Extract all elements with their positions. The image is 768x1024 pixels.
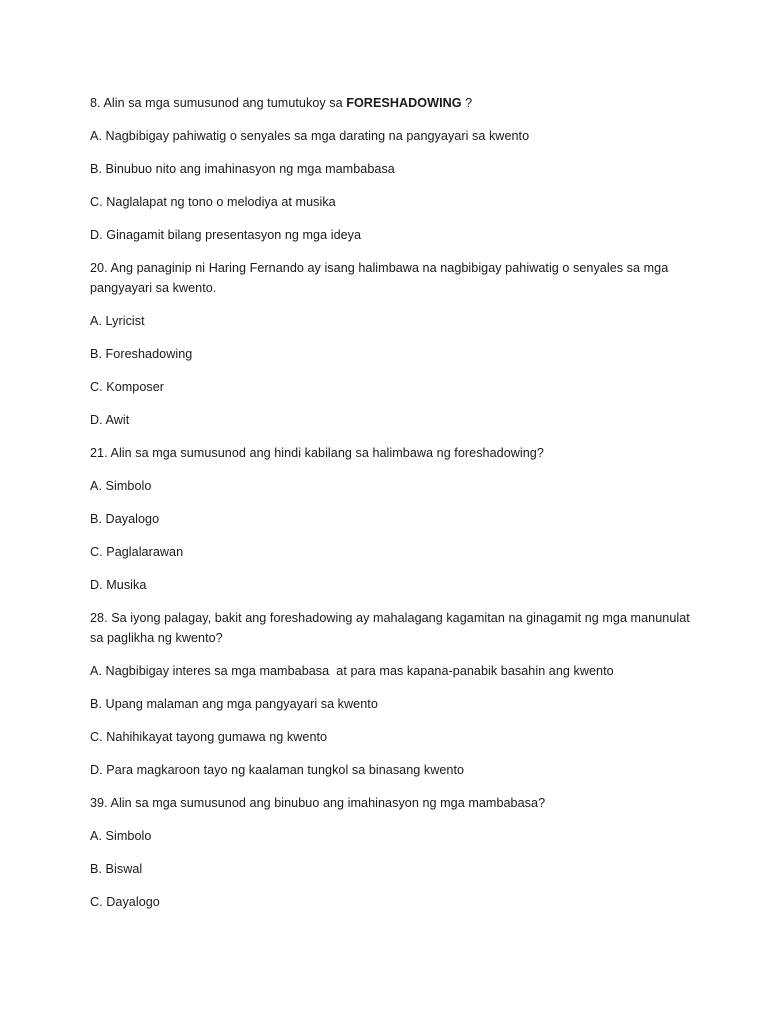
choice-21-d: D. Musika bbox=[90, 578, 147, 592]
choice-28-d: D. Para magkaroon tayo ng kaalaman tungkol sa binasang kwento bbox=[90, 763, 465, 777]
choice-39-a: A. Simbolo bbox=[90, 829, 152, 843]
question-39: 39. Alin sa mga sumusunod ang binubuo ang imahinasyon ng mga mambabasa? bbox=[90, 796, 546, 810]
choice-28-a: A. Nagbibigay interes sa mga mambabasa at para mas kapana-panabik basahin ang kwento bbox=[90, 664, 614, 678]
choice-20-d: D. Awit bbox=[90, 413, 130, 427]
choice-20-b: B. Foreshadowing bbox=[90, 347, 193, 361]
choice-39-c: C. Dayalogo bbox=[90, 895, 160, 909]
question-8-keyword: FORESHADOWING bbox=[346, 96, 462, 110]
choice-21-c: C. Paglalarawan bbox=[90, 545, 184, 559]
choice-8-b: B. Binubuo nito ang imahinasyon ng mga mambabasa bbox=[90, 162, 395, 176]
choice-20-c: C. Komposer bbox=[90, 380, 165, 394]
question-8-text-end: ? bbox=[461, 96, 473, 110]
question-28: 28. Sa iyong palagay, bakit ang foreshadowing ay mahalagang kagamitan na ginagamit ng mga manunulat sa paglikha ng kwento? bbox=[90, 611, 690, 645]
choice-21-a: A. Simbolo bbox=[90, 479, 152, 493]
question-8-text: 8. Alin sa mga sumusunod ang tumutukoy sa bbox=[90, 96, 347, 110]
choice-8-a: A. Nagbibigay pahiwatig o senyales sa mga darating na pangyayari sa kwento bbox=[90, 129, 530, 143]
choice-8-d: D. Ginagamit bilang presentasyon ng mga ideya bbox=[90, 228, 362, 242]
quiz-content bbox=[90, 93, 690, 925]
question-21: 21. Alin sa mga sumusunod ang hindi kabilang sa halimbawa ng foreshadowing? bbox=[90, 446, 544, 460]
choice-8-c: C. Naglalapat ng tono o melodiya at musika bbox=[90, 195, 336, 209]
choice-28-c: C. Nahihikayat tayong gumawa ng kwento bbox=[90, 730, 328, 744]
choice-28-b: B. Upang malaman ang mga pangyayari sa kwento bbox=[90, 697, 378, 711]
question-20: 20. Ang panaginip ni Haring Fernando ay isang halimbawa na nagbibigay pahiwatig o senyales sa mga pangyayari sa kwento. bbox=[90, 261, 669, 295]
choice-20-a: A. Lyricist bbox=[90, 314, 145, 328]
question-8 bbox=[90, 93, 690, 113]
choice-39-b: B. Biswal bbox=[90, 862, 143, 876]
choice-21-b: B. Dayalogo bbox=[90, 512, 160, 526]
